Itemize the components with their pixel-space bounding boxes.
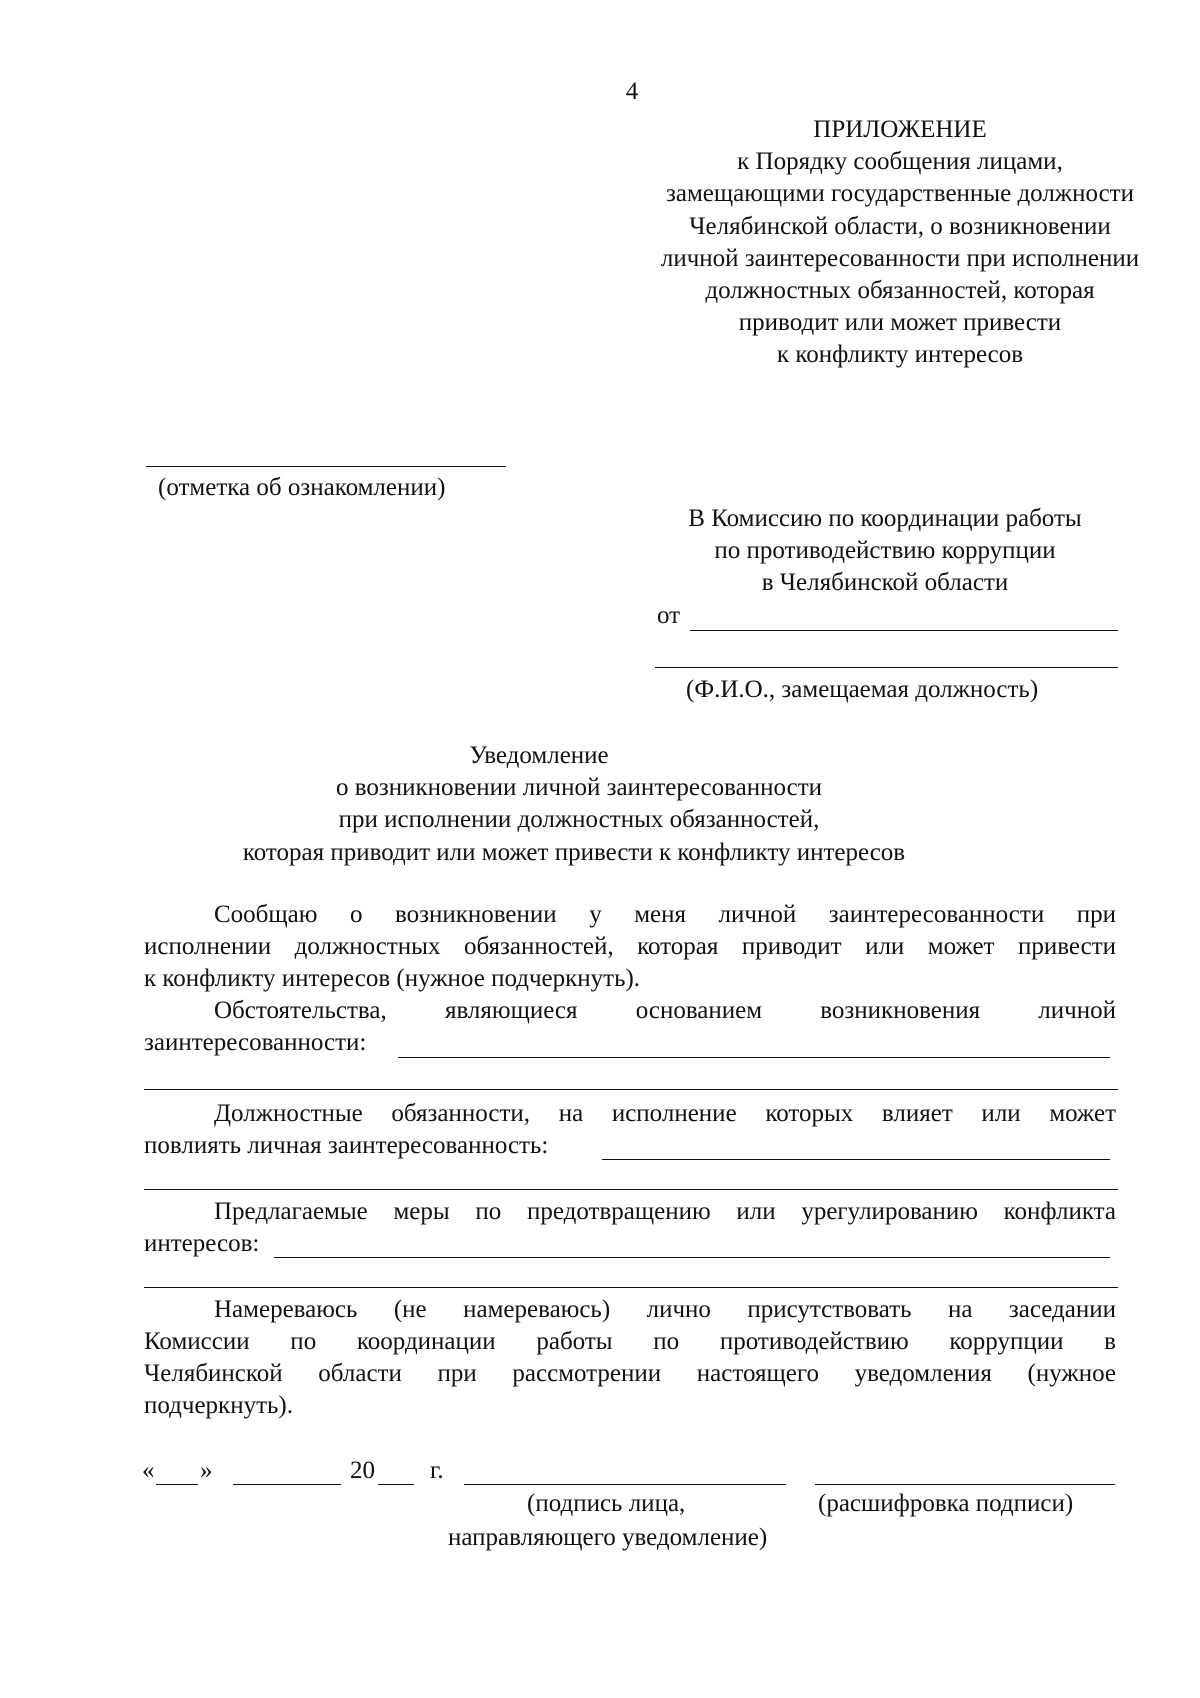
circumstances-line-1[interactable]: [398, 1057, 1110, 1058]
acknowledgement-line[interactable]: [146, 466, 506, 467]
body-p4-label: интересов:: [144, 1230, 260, 1257]
duties-line-2[interactable]: [144, 1189, 1118, 1190]
appendix-header: [560, 114, 1160, 372]
heading-title: Уведомление: [469, 742, 609, 769]
body-p4-line1: Предлагаемые меры по предотвращению или урегулированию конфликта: [214, 1198, 1116, 1225]
appendix-title: ПРИЛОЖЕНИЕ: [813, 116, 987, 143]
signature-caption-2: направляющего уведомление): [448, 1524, 768, 1551]
addressee-line: в Челябинской области: [761, 569, 1009, 597]
acknowledgement-caption: (отметка об ознакомлении): [158, 474, 446, 501]
date-quote-close: »: [200, 1457, 213, 1484]
addressee-line: В Комиссию по координации работы: [688, 505, 1082, 532]
fio-caption: (Ф.И.О., замещаемая должность): [686, 676, 1039, 703]
circumstances-line-2[interactable]: [144, 1089, 1118, 1090]
from-label: от: [657, 602, 681, 629]
heading-line: которая приводит или может привести к конфликту интересов: [242, 838, 906, 866]
appendix-line: Челябинской области, о возникновении: [689, 212, 1111, 240]
date-quote-open: «: [142, 1457, 155, 1484]
fio-line[interactable]: [655, 667, 1118, 668]
addressee-line: по противодействию коррупции: [714, 537, 1056, 565]
body-p2-label: заинтересованности:: [144, 1029, 367, 1056]
appendix-line: к Порядку сообщения лицами,: [737, 148, 1063, 176]
decoding-caption: (расшифровка подписи): [818, 1490, 1074, 1517]
date-day-line[interactable]: [156, 1484, 198, 1485]
date-year-prefix: 20: [350, 1457, 375, 1484]
appendix-line: должностных обязанностей, которая: [705, 277, 1095, 305]
decoding-line[interactable]: [815, 1484, 1115, 1485]
body-p5-line3: Челябинской области при рассмотрении настоящего уведомления (нужное: [144, 1360, 1116, 1387]
date-year-line[interactable]: [378, 1484, 414, 1485]
appendix-line: к конфликту интересов: [776, 341, 1024, 369]
addressee-block: [655, 503, 1115, 600]
measures-line-1[interactable]: [274, 1257, 1110, 1258]
date-month-line[interactable]: [233, 1484, 341, 1485]
page-number: 4: [625, 78, 639, 105]
notification-heading: [144, 740, 1144, 869]
body-p1-line3: к конфликту интересов (нужное подчеркнуть).: [144, 965, 641, 992]
from-line[interactable]: [690, 630, 1118, 631]
body-p1-line1: Сообщаю о возникновении у меня личной заинтересованности при: [214, 901, 1116, 928]
heading-line: при исполнении должностных обязанностей,: [338, 806, 820, 834]
date-year-suffix: г.: [430, 1457, 444, 1484]
appendix-line: личной заинтересованности при исполнении: [660, 244, 1140, 272]
measures-line-2[interactable]: [144, 1287, 1118, 1288]
duties-line-1[interactable]: [602, 1159, 1110, 1160]
appendix-line: замещающими государственные должности: [666, 180, 1134, 208]
appendix-line: приводит или может привести: [738, 309, 1062, 337]
body-p5-line2: Комиссии по координации работы по противодействию коррупции в: [144, 1328, 1116, 1355]
body-p5-line4: подчеркнуть).: [144, 1392, 293, 1419]
body-p3-label: повлиять личная заинтересованность:: [144, 1132, 549, 1159]
body-p3-line1: Должностные обязанности, на исполнение которых влияет или может: [214, 1100, 1116, 1127]
body-p2-line1: Обстоятельства, являющиеся основанием возникновения личной: [214, 997, 1116, 1024]
signature-line[interactable]: [464, 1484, 786, 1485]
heading-line: о возникновении личной заинтересованности: [335, 774, 823, 802]
body-p5-line1: Намереваюсь (не намереваюсь) лично присутствовать на заседании: [214, 1296, 1116, 1323]
signature-caption-1: (подпись лица,: [527, 1490, 686, 1517]
body-p1-line2: исполнении должностных обязанностей, которая приводит или может привести: [144, 933, 1116, 960]
